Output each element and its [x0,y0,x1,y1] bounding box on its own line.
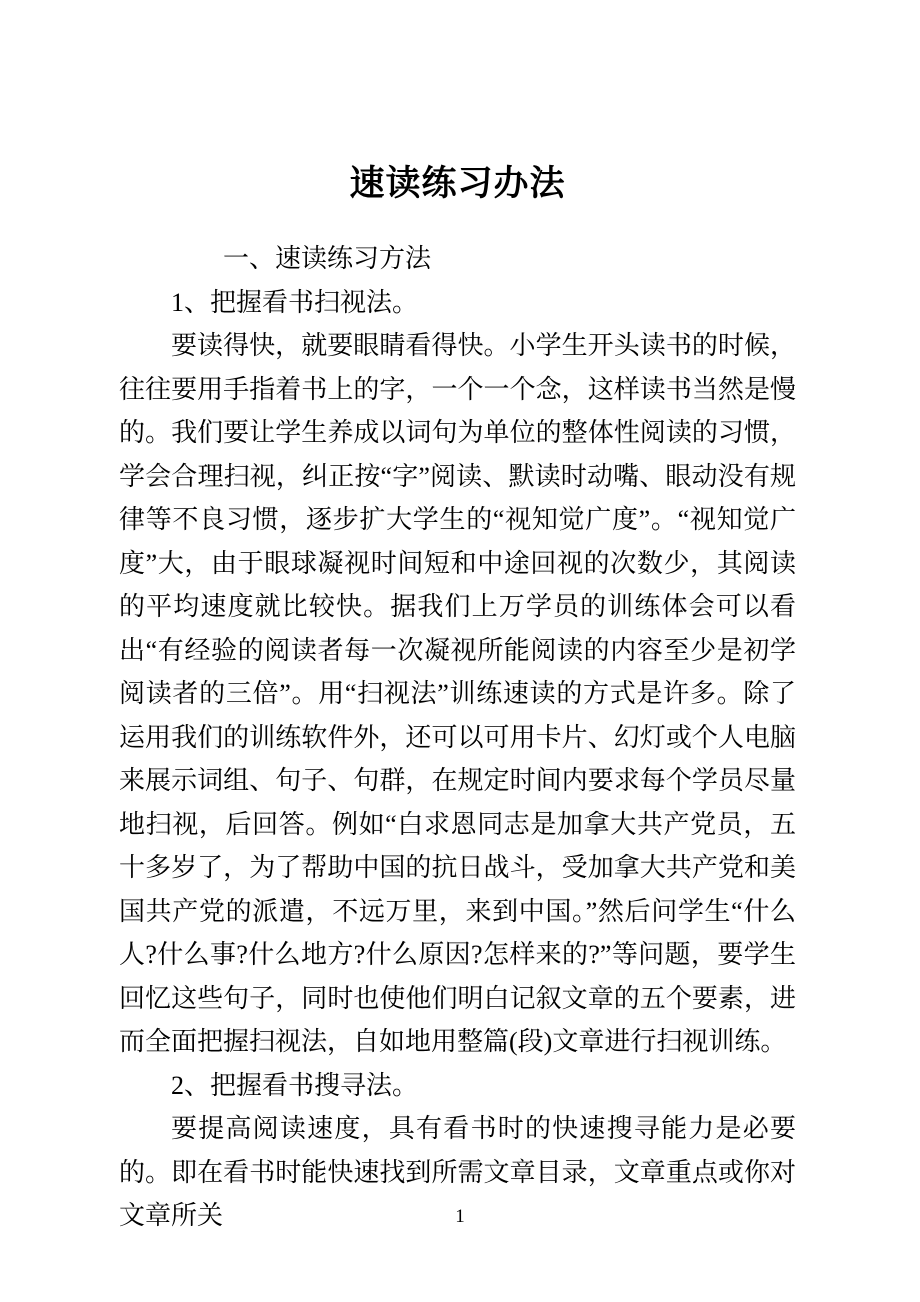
document-title: 速读练习办法 [349,164,566,203]
page-number: 1 [455,1206,465,1227]
section-heading-1: 一、速读练习方法 [223,244,432,273]
sub-heading-1: 1、把握看书扫视法。 [171,287,419,317]
sub-heading-2: 2、把握看书搜寻法。 [171,1070,419,1100]
body-paragraph-2: 要提高阅读速度，具有看书时的快速搜寻能力是必要的。即在看书时能快速找到所需文章目录，文章重点或你对文章所关 [119,1114,796,1230]
body-paragraph-1: 要读得快，就要眼睛看得快。小学生开头读书的时候，往往要用手指着书上的字，一个一个念，这样读书当然是慢的。我们要让学生养成以词句为单位的整体性阅读的习惯，学会合理扫视，纠正按“字”阅读、默读时动嘴、眼动没有规律等不良习惯，逐步扩大学生的“视知觉广度”。“视知觉广度”大，由于眼球凝视时间短和中途回视的次数少，其阅读的平均速度就比较快。据我们上万学员的训练体会可以看出“有经验的阅读者每一次凝视所能阅读的内容至少是初学阅读者的三倍”。用“扫视法”训练速读的方式是许多。除了运用我们的训练软件外，还可以可用卡片、幻灯或个人电脑来展示词组、句子、句群，在规定时间内要求每个学员尽量地扫视，后回答。例如“白求恩同志是加拿大共产党员，五十多岁了，为了帮助中国的抗日战斗，受加拿大共产党和美国共产党的派遣，不远万里，来到中国。”然后问学生“什么人?什么事?什么地方?什么原因?怎样来的?”等问题，要学生回忆这些句子，同时也使他们明白记叙文章的五个要素，进而全面把握扫视法，自如地用整篇(段)文章进行扫视训练。 [119,331,796,1056]
